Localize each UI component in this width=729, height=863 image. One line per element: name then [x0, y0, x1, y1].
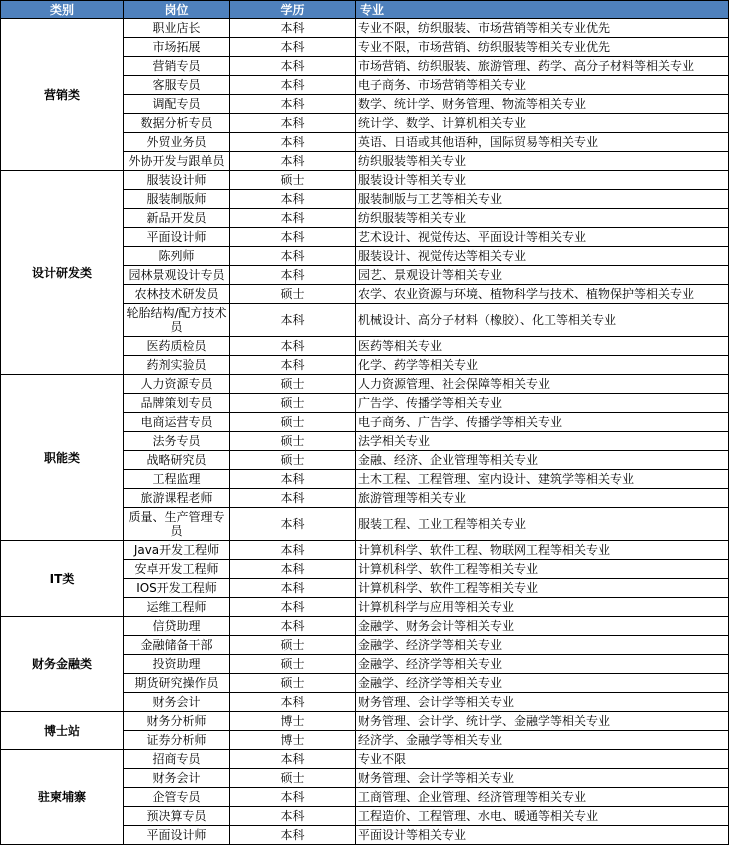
header-position: 岗位	[124, 1, 230, 19]
category-cell: 博士站	[1, 712, 124, 750]
table-row	[1, 750, 729, 769]
education-cell: 本科	[230, 266, 356, 285]
position-cell: 电商运营专员	[124, 413, 230, 432]
major-cell: 医药等相关专业	[356, 337, 729, 356]
education-cell: 本科	[230, 38, 356, 57]
position-cell: 轮胎结构/配方技术员	[124, 304, 230, 337]
education-cell: 本科	[230, 617, 356, 636]
position-cell: 证券分析师	[124, 731, 230, 750]
position-cell: 人力资源专员	[124, 375, 230, 394]
position-cell: 市场拓展	[124, 38, 230, 57]
position-cell: 服装制版师	[124, 190, 230, 209]
major-cell: 英语、日语或其他语种，国际贸易等相关专业	[356, 133, 729, 152]
position-cell: 投资助理	[124, 655, 230, 674]
education-cell: 本科	[230, 76, 356, 95]
table-row	[1, 375, 729, 394]
major-cell: 经济学、金融学等相关专业	[356, 731, 729, 750]
education-cell: 硕士	[230, 171, 356, 190]
major-cell: 财务管理、会计学等相关专业	[356, 769, 729, 788]
category-cell: 职能类	[1, 375, 124, 541]
education-cell: 本科	[230, 579, 356, 598]
position-cell: 营销专员	[124, 57, 230, 76]
major-cell: 金融学、经济学等相关专业	[356, 636, 729, 655]
major-cell: 人力资源管理、社会保障等相关专业	[356, 375, 729, 394]
position-cell: 外协开发与跟单员	[124, 152, 230, 171]
major-cell: 艺术设计、视觉传达、平面设计等相关专业	[356, 228, 729, 247]
major-cell: 工程造价、工程管理、水电、暖通等相关专业	[356, 807, 729, 826]
position-cell: 品牌策划专员	[124, 394, 230, 413]
education-cell: 本科	[230, 95, 356, 114]
position-cell: 财务分析师	[124, 712, 230, 731]
major-cell: 金融学、财务会计等相关专业	[356, 617, 729, 636]
table-body	[1, 19, 729, 845]
major-cell: 计算机科学、软件工程等相关专业	[356, 579, 729, 598]
education-cell: 硕士	[230, 394, 356, 413]
major-cell: 服装设计等相关专业	[356, 171, 729, 190]
major-cell: 机械设计、高分子材料（橡胶）、化工等相关专业	[356, 304, 729, 337]
major-cell: 市场营销、纺织服装、旅游管理、药学、高分子材料等相关专业	[356, 57, 729, 76]
education-cell: 本科	[230, 489, 356, 508]
education-cell: 硕士	[230, 769, 356, 788]
position-cell: 法务专员	[124, 432, 230, 451]
major-cell: 财务管理、会计学、统计学、金融学等相关专业	[356, 712, 729, 731]
education-cell: 本科	[230, 57, 356, 76]
major-cell: 广告学、传播学等相关专业	[356, 394, 729, 413]
position-cell: 新品开发员	[124, 209, 230, 228]
education-cell: 本科	[230, 356, 356, 375]
category-cell: IT类	[1, 541, 124, 617]
position-cell: 医药质检员	[124, 337, 230, 356]
header-category: 类别	[1, 1, 124, 19]
major-cell: 平面设计等相关专业	[356, 826, 729, 845]
major-cell: 法学相关专业	[356, 432, 729, 451]
position-cell: 陈列师	[124, 247, 230, 266]
header-major: 专业	[356, 1, 729, 19]
major-cell: 专业不限	[356, 750, 729, 769]
table-row	[1, 171, 729, 190]
education-cell: 硕士	[230, 674, 356, 693]
major-cell: 土木工程、工程管理、室内设计、建筑学等相关专业	[356, 470, 729, 489]
major-cell: 计算机科学与应用等相关专业	[356, 598, 729, 617]
position-cell: 预决算专员	[124, 807, 230, 826]
education-cell: 本科	[230, 114, 356, 133]
major-cell: 计算机科学、软件工程、物联网工程等相关专业	[356, 541, 729, 560]
header-row	[1, 1, 729, 19]
position-cell: 招商专员	[124, 750, 230, 769]
education-cell: 硕士	[230, 285, 356, 304]
major-cell: 纺织服装等相关专业	[356, 209, 729, 228]
education-cell: 本科	[230, 826, 356, 845]
major-cell: 统计学、数学、计算机相关专业	[356, 114, 729, 133]
major-cell: 金融学、经济学等相关专业	[356, 655, 729, 674]
position-cell: 财务会计	[124, 693, 230, 712]
education-cell: 本科	[230, 788, 356, 807]
table-row	[1, 617, 729, 636]
category-cell: 驻柬埔寨	[1, 750, 124, 845]
major-cell: 数学、统计学、财务管理、物流等相关专业	[356, 95, 729, 114]
position-cell: 期货研究操作员	[124, 674, 230, 693]
education-cell: 硕士	[230, 432, 356, 451]
major-cell: 服装工程、工业工程等相关专业	[356, 508, 729, 541]
major-cell: 农学、农业资源与环境、植物科学与技术、植物保护等相关专业	[356, 285, 729, 304]
position-cell: 安卓开发工程师	[124, 560, 230, 579]
major-cell: 电子商务、市场营销等相关专业	[356, 76, 729, 95]
education-cell: 博士	[230, 731, 356, 750]
major-cell: 服装制版与工艺等相关专业	[356, 190, 729, 209]
education-cell: 硕士	[230, 636, 356, 655]
education-cell: 本科	[230, 209, 356, 228]
major-cell: 财务管理、会计学等相关专业	[356, 693, 729, 712]
education-cell: 硕士	[230, 375, 356, 394]
education-cell: 硕士	[230, 655, 356, 674]
position-cell: 战略研究员	[124, 451, 230, 470]
table-row	[1, 541, 729, 560]
category-cell: 设计研发类	[1, 171, 124, 375]
header-education: 学历	[230, 1, 356, 19]
major-cell: 电子商务、广告学、传播学等相关专业	[356, 413, 729, 432]
table-row	[1, 712, 729, 731]
category-cell: 营销类	[1, 19, 124, 171]
education-cell: 本科	[230, 228, 356, 247]
position-cell: IOS开发工程师	[124, 579, 230, 598]
major-cell: 园艺、景观设计等相关专业	[356, 266, 729, 285]
education-cell: 本科	[230, 152, 356, 171]
major-cell: 旅游管理等相关专业	[356, 489, 729, 508]
education-cell: 硕士	[230, 451, 356, 470]
category-cell: 财务金融类	[1, 617, 124, 712]
education-cell: 博士	[230, 712, 356, 731]
position-cell: 服装设计师	[124, 171, 230, 190]
position-cell: 工程监理	[124, 470, 230, 489]
major-cell: 金融、经济、企业管理等相关专业	[356, 451, 729, 470]
major-cell: 专业不限，市场营销、纺织服装等相关专业优先	[356, 38, 729, 57]
education-cell: 本科	[230, 541, 356, 560]
position-cell: 外贸业务员	[124, 133, 230, 152]
major-cell: 化学、药学等相关专业	[356, 356, 729, 375]
position-cell: 平面设计师	[124, 826, 230, 845]
major-cell: 计算机科学、软件工程等相关专业	[356, 560, 729, 579]
education-cell: 本科	[230, 247, 356, 266]
education-cell: 本科	[230, 598, 356, 617]
position-cell: 运维工程师	[124, 598, 230, 617]
position-cell: 平面设计师	[124, 228, 230, 247]
position-cell: 农林技术研发员	[124, 285, 230, 304]
major-cell: 工商管理、企业管理、经济管理等相关专业	[356, 788, 729, 807]
major-cell: 金融学、经济学等相关专业	[356, 674, 729, 693]
position-cell: Java开发工程师	[124, 541, 230, 560]
education-cell: 本科	[230, 190, 356, 209]
position-cell: 旅游课程老师	[124, 489, 230, 508]
position-cell: 客服专员	[124, 76, 230, 95]
position-cell: 质量、生产管理专员	[124, 508, 230, 541]
education-cell: 本科	[230, 750, 356, 769]
education-cell: 本科	[230, 19, 356, 38]
position-cell: 信贷助理	[124, 617, 230, 636]
major-cell: 服装设计、视觉传达等相关专业	[356, 247, 729, 266]
education-cell: 本科	[230, 693, 356, 712]
education-cell: 本科	[230, 508, 356, 541]
education-cell: 本科	[230, 470, 356, 489]
education-cell: 本科	[230, 304, 356, 337]
education-cell: 本科	[230, 133, 356, 152]
position-cell: 调配专员	[124, 95, 230, 114]
position-cell: 数据分析专员	[124, 114, 230, 133]
education-cell: 本科	[230, 560, 356, 579]
position-cell: 职业店长	[124, 19, 230, 38]
education-cell: 本科	[230, 807, 356, 826]
position-cell: 园林景观设计专员	[124, 266, 230, 285]
table-row	[1, 19, 729, 38]
education-cell: 本科	[230, 337, 356, 356]
position-cell: 药剂实验员	[124, 356, 230, 375]
major-cell: 专业不限，纺织服装、市场营销等相关专业优先	[356, 19, 729, 38]
position-cell: 财务会计	[124, 769, 230, 788]
education-cell: 硕士	[230, 413, 356, 432]
major-cell: 纺织服装等相关专业	[356, 152, 729, 171]
position-cell: 企管专员	[124, 788, 230, 807]
position-cell: 金融储备干部	[124, 636, 230, 655]
